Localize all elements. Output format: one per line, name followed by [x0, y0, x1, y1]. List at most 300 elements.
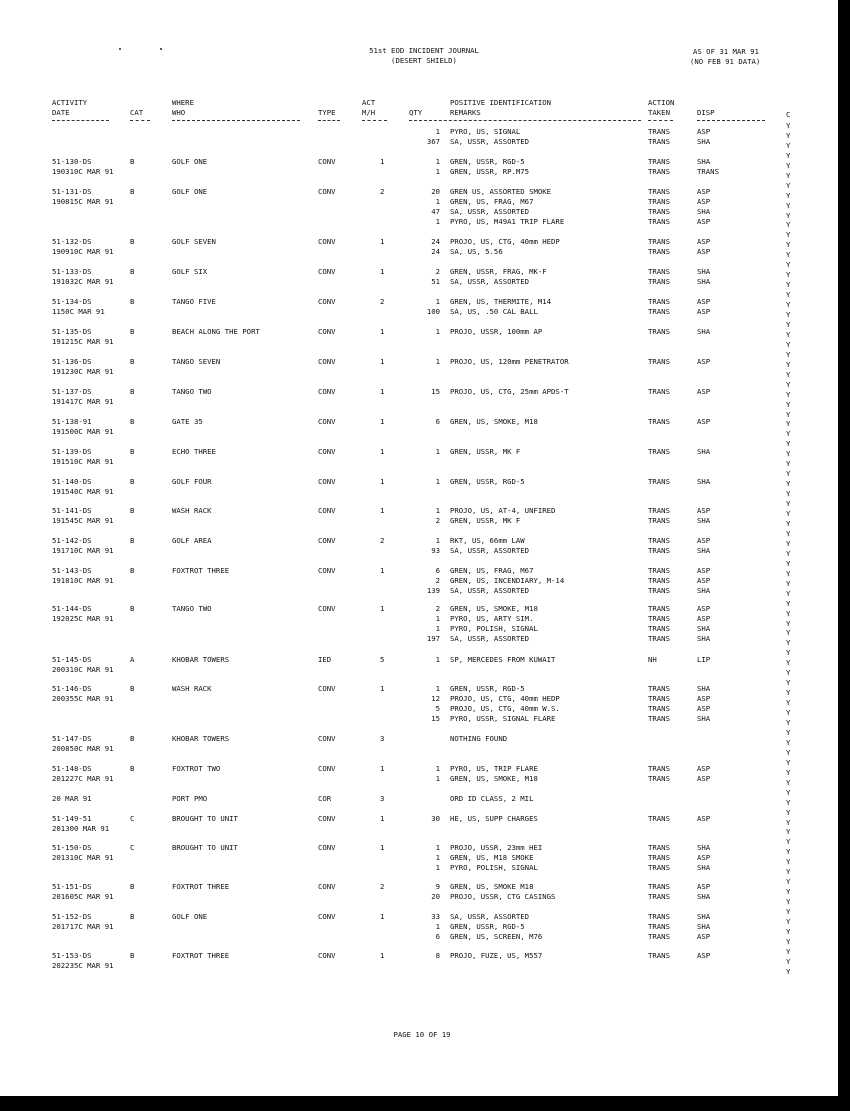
incident-type: CONV	[318, 267, 336, 276]
item-action: NH	[648, 655, 657, 664]
item-action: TRANS	[648, 892, 670, 901]
c-marker: Y	[786, 599, 791, 608]
c-marker: Y	[786, 549, 791, 558]
incident-id: 51-134-DS	[52, 297, 92, 306]
incident-category: A	[130, 655, 135, 664]
item-description: GREN, US, SMOKE, M18	[450, 604, 538, 613]
c-marker: Y	[786, 410, 791, 419]
c-marker: Y	[786, 250, 791, 259]
c-marker: Y	[786, 131, 791, 140]
incident-location: FOXTROT TWO	[172, 764, 221, 773]
item-description: SA, USSR, ASSORTED	[450, 634, 530, 643]
incident-category: B	[130, 157, 135, 166]
header-rule	[362, 120, 387, 121]
incident-category: B	[130, 536, 135, 545]
c-marker: Y	[786, 340, 791, 349]
man-hours: 1	[380, 506, 385, 515]
incident-category: B	[130, 297, 135, 306]
incident-category: B	[130, 237, 135, 246]
incident-id: 51-141-DS	[52, 506, 92, 515]
item-quantity: 1	[435, 684, 440, 693]
item-quantity: 20	[431, 187, 440, 196]
c-marker: Y	[786, 768, 791, 777]
item-action: TRANS	[648, 694, 670, 703]
item-disposition: SHA	[697, 714, 711, 723]
incident-type: CONV	[318, 187, 336, 196]
item-quantity: 12	[431, 694, 440, 703]
item-action: TRANS	[648, 714, 670, 723]
c-marker: Y	[786, 827, 791, 836]
item-disposition: SHA	[697, 863, 711, 872]
incident-type: CONV	[318, 237, 336, 246]
incident-type: CONV	[318, 327, 336, 336]
incident-location: BROUGHT TO UNIT	[172, 814, 238, 823]
item-description: HE, US, SUPP CHARGES	[450, 814, 538, 823]
incident-type: COR	[318, 794, 332, 803]
item-description: GREN, US, INCENDIARY, M-14	[450, 576, 565, 585]
c-marker: Y	[786, 798, 791, 807]
c-marker: Y	[786, 370, 791, 379]
c-marker: Y	[786, 191, 791, 200]
incident-id: 51-138-91	[52, 417, 92, 426]
item-quantity: 1	[435, 327, 440, 336]
item-quantity: 24	[431, 237, 440, 246]
item-disposition: ASP	[697, 576, 711, 585]
item-quantity: 1	[435, 447, 440, 456]
item-disposition: ASP	[697, 247, 711, 256]
item-quantity: 1	[435, 843, 440, 852]
item-quantity: 20	[431, 892, 440, 901]
man-hours: 2	[380, 187, 385, 196]
item-description: GREN, USSR, MK F	[450, 516, 521, 525]
c-marker: Y	[786, 808, 791, 817]
item-action: TRANS	[648, 843, 670, 852]
item-disposition: SHA	[697, 477, 711, 486]
item-disposition: ASP	[697, 187, 711, 196]
c-marker: Y	[786, 499, 791, 508]
item-quantity: 1	[435, 167, 440, 176]
item-description: SA, USSR, ASSORTED	[450, 137, 530, 146]
incident-category: B	[130, 477, 135, 486]
c-marker: Y	[786, 151, 791, 160]
as-of-note: (NO FEB 91 DATA)	[690, 57, 761, 66]
incident-id: 51-142-DS	[52, 536, 92, 545]
item-quantity: 100	[426, 307, 440, 316]
c-marker: Y	[786, 211, 791, 220]
incident-id: 20 MAR 91	[52, 794, 92, 803]
incident-date: 191810C MAR 91	[52, 576, 114, 585]
c-marker: Y	[786, 220, 791, 229]
man-hours: 2	[380, 882, 385, 891]
item-description: PROJO, US, 120mm PENETRATOR	[450, 357, 569, 366]
incident-date: 200355C MAR 91	[52, 694, 114, 703]
incident-category: B	[130, 187, 135, 196]
incident-id: 51-150-DS	[52, 843, 92, 852]
incident-category: B	[130, 387, 135, 396]
item-action: TRANS	[648, 217, 670, 226]
item-action: TRANS	[648, 307, 670, 316]
item-action: TRANS	[648, 536, 670, 545]
incident-id: 51-130-DS	[52, 157, 92, 166]
man-hours: 1	[380, 604, 385, 613]
item-disposition: ASP	[697, 951, 711, 960]
man-hours: 1	[380, 417, 385, 426]
c-marker: Y	[786, 459, 791, 468]
incident-id: 51-136-DS	[52, 357, 92, 366]
man-hours: 1	[380, 157, 385, 166]
man-hours: 1	[380, 357, 385, 366]
item-action: TRANS	[648, 207, 670, 216]
item-description: GREN, USSR, RGD-5	[450, 157, 525, 166]
item-description: GREN, USSR, RGD-5	[450, 477, 525, 486]
item-description: PYRO, USSR, SIGNAL FLARE	[450, 714, 556, 723]
item-description: GREN, US, FRAG, M67	[450, 566, 534, 575]
item-disposition: ASP	[697, 774, 711, 783]
item-quantity: 15	[431, 714, 440, 723]
incident-category: C	[130, 843, 135, 852]
item-action: TRANS	[648, 187, 670, 196]
incident-type: CONV	[318, 357, 336, 366]
incident-type: CONV	[318, 477, 336, 486]
item-description: NOTHING FOUND	[450, 734, 508, 743]
journal-subtitle: (DESERT SHIELD)	[391, 56, 457, 65]
incident-type: CONV	[318, 814, 336, 823]
c-marker: Y	[786, 310, 791, 319]
item-disposition: TRANS	[697, 167, 719, 176]
item-action: TRANS	[648, 604, 670, 613]
man-hours: 1	[380, 447, 385, 456]
c-marker: Y	[786, 201, 791, 210]
item-quantity: 8	[435, 951, 440, 960]
incident-date: 191032C MAR 91	[52, 277, 114, 286]
item-disposition: SHA	[697, 586, 711, 595]
col-who: WHO	[172, 108, 186, 117]
c-marker: Y	[786, 619, 791, 628]
c-marker: Y	[786, 818, 791, 827]
incident-category: B	[130, 506, 135, 515]
c-marker: Y	[786, 658, 791, 667]
c-marker: Y	[786, 758, 791, 767]
incident-type: CONV	[318, 912, 336, 921]
item-action: TRANS	[648, 247, 670, 256]
item-quantity: 24	[431, 247, 440, 256]
item-disposition: SHA	[697, 277, 711, 286]
col-act: ACT	[362, 98, 376, 107]
item-action: TRANS	[648, 566, 670, 575]
item-disposition: SHA	[697, 892, 711, 901]
man-hours: 1	[380, 912, 385, 921]
item-action: TRANS	[648, 546, 670, 555]
item-description: PYRO, POLISH, SIGNAL	[450, 624, 538, 633]
incident-date: 200310C MAR 91	[52, 665, 114, 674]
item-action: TRANS	[648, 417, 670, 426]
incident-location: TANGO TWO	[172, 604, 212, 613]
item-disposition: SHA	[697, 912, 711, 921]
man-hours: 2	[380, 536, 385, 545]
item-disposition: ASP	[697, 882, 711, 891]
incident-id: 51-140-DS	[52, 477, 92, 486]
item-disposition: SHA	[697, 546, 711, 555]
item-action: TRANS	[648, 127, 670, 136]
col-qty: QTY	[409, 108, 423, 117]
c-marker: Y	[786, 469, 791, 478]
item-description: PROJO, US, CTG, 40mm HEDP	[450, 694, 560, 703]
c-marker: Y	[786, 748, 791, 757]
item-disposition: SHA	[697, 137, 711, 146]
item-description: PROJO, USSR, 100mm AP	[450, 327, 543, 336]
incident-location: FOXTROT THREE	[172, 882, 230, 891]
item-quantity: 93	[431, 546, 440, 555]
incident-location: TANGO SEVEN	[172, 357, 221, 366]
incident-location: WASH RACK	[172, 506, 212, 515]
c-marker: Y	[786, 688, 791, 697]
c-marker: Y	[786, 628, 791, 637]
item-description: GREN, US, FRAG, M67	[450, 197, 534, 206]
c-marker: Y	[786, 519, 791, 528]
incident-type: CONV	[318, 734, 336, 743]
item-action: TRANS	[648, 267, 670, 276]
item-disposition: ASP	[697, 357, 711, 366]
item-quantity: 197	[426, 634, 440, 643]
man-hours: 1	[380, 566, 385, 575]
incident-date: 191230C MAR 91	[52, 367, 114, 376]
man-hours: 1	[380, 684, 385, 693]
item-quantity: 2	[435, 516, 440, 525]
c-marker: Y	[786, 141, 791, 150]
item-quantity: 1	[435, 297, 440, 306]
incident-date: 190815C MAR 91	[52, 197, 114, 206]
incident-category: B	[130, 327, 135, 336]
c-marker: Y	[786, 479, 791, 488]
item-description: GREN, USSR, RGD-5	[450, 922, 525, 931]
item-quantity: 367	[426, 137, 440, 146]
c-marker: Y	[786, 877, 791, 886]
c-marker: Y	[786, 240, 791, 249]
item-description: PYRO, US, ARTY SIM.	[450, 614, 534, 623]
incident-id: 51-143-DS	[52, 566, 92, 575]
incident-date: 191215C MAR 91	[52, 337, 114, 346]
header-rule	[172, 120, 300, 121]
incident-type: CONV	[318, 157, 336, 166]
c-marker: Y	[786, 350, 791, 359]
item-disposition: SHA	[697, 684, 711, 693]
c-marker: Y	[786, 171, 791, 180]
item-quantity: 1	[435, 506, 440, 515]
c-marker: Y	[786, 867, 791, 876]
item-description: GREN, US, SMOKE, M18	[450, 774, 538, 783]
item-quantity: 30	[431, 814, 440, 823]
incident-category: B	[130, 764, 135, 773]
man-hours: 1	[380, 764, 385, 773]
man-hours: 5	[380, 655, 385, 664]
incident-id: 51-144-DS	[52, 604, 92, 613]
item-action: TRANS	[648, 912, 670, 921]
item-quantity: 1	[435, 624, 440, 633]
incident-date: 201300 MAR 91	[52, 824, 110, 833]
man-hours: 1	[380, 477, 385, 486]
item-quantity: 1	[435, 774, 440, 783]
incident-location: ECHO THREE	[172, 447, 216, 456]
col-c: C	[786, 110, 791, 119]
incident-type: CONV	[318, 684, 336, 693]
item-description: PROJO, US, CTG, 40mm HEDP	[450, 237, 560, 246]
item-description: GREN, US, SMOKE, M18	[450, 417, 538, 426]
item-disposition: ASP	[697, 604, 711, 613]
c-marker: Y	[786, 320, 791, 329]
incident-location: TANGO TWO	[172, 387, 212, 396]
item-description: SA, US, 5.56	[450, 247, 503, 256]
incident-id: 51-135-DS	[52, 327, 92, 336]
item-description: SA, US, .50 CAL BALL	[450, 307, 538, 316]
item-disposition: SHA	[697, 447, 711, 456]
incident-location: PORT PMO	[172, 794, 208, 803]
c-marker: Y	[786, 738, 791, 747]
item-disposition: ASP	[697, 506, 711, 515]
c-marker: Y	[786, 927, 791, 936]
c-marker: Y	[786, 539, 791, 548]
item-quantity: 139	[426, 586, 440, 595]
item-description: GREN, USSR, FRAG, MK-F	[450, 267, 547, 276]
item-action: TRANS	[648, 197, 670, 206]
incident-type: CONV	[318, 447, 336, 456]
c-marker: Y	[786, 857, 791, 866]
incident-id: 51-137-DS	[52, 387, 92, 396]
item-disposition: ASP	[697, 217, 711, 226]
item-disposition: ASP	[697, 197, 711, 206]
item-description: PROJO, USSR, 23mm HEI	[450, 843, 543, 852]
item-disposition: SHA	[697, 634, 711, 643]
item-action: TRANS	[648, 477, 670, 486]
incident-category: C	[130, 814, 135, 823]
c-marker: Y	[786, 439, 791, 448]
incident-category: B	[130, 951, 135, 960]
item-action: TRANS	[648, 167, 670, 176]
item-description: GREN, US, THERMITE, M14	[450, 297, 552, 306]
item-action: TRANS	[648, 684, 670, 693]
item-action: TRANS	[648, 576, 670, 585]
c-marker: Y	[786, 400, 791, 409]
item-description: PROJO, USSR, CTG CASINGS	[450, 892, 556, 901]
col-action: ACTION	[648, 98, 675, 107]
incident-type: CONV	[318, 882, 336, 891]
item-description: GREN, USSR, MK F	[450, 447, 521, 456]
c-marker: Y	[786, 230, 791, 239]
c-marker: Y	[786, 728, 791, 737]
item-description: SP, MERCEDES FROM KUWAIT	[450, 655, 556, 664]
item-quantity: 1	[435, 863, 440, 872]
item-quantity: 51	[431, 277, 440, 286]
man-hours: 3	[380, 734, 385, 743]
c-marker: Y	[786, 917, 791, 926]
item-quantity: 6	[435, 417, 440, 426]
incident-location: WASH RACK	[172, 684, 212, 693]
man-hours: 2	[380, 297, 385, 306]
incident-id: 51-133-DS	[52, 267, 92, 276]
as-of-date: AS OF 31 MAR 91	[693, 47, 759, 56]
incident-category: B	[130, 882, 135, 891]
item-disposition: ASP	[697, 614, 711, 623]
incident-date: 200850C MAR 91	[52, 744, 114, 753]
item-quantity: 2	[435, 576, 440, 585]
c-marker: Y	[786, 937, 791, 946]
incident-type: CONV	[318, 536, 336, 545]
item-description: GREN, USSR, RGD-5	[450, 684, 525, 693]
c-marker: Y	[786, 698, 791, 707]
item-description: GREN, USSR, RP.M75	[450, 167, 530, 176]
incident-location: BEACH ALONG THE PORT	[172, 327, 260, 336]
item-action: TRANS	[648, 237, 670, 246]
item-action: TRANS	[648, 157, 670, 166]
item-quantity: 1	[435, 477, 440, 486]
item-disposition: ASP	[697, 307, 711, 316]
item-action: TRANS	[648, 863, 670, 872]
item-action: TRANS	[648, 853, 670, 862]
incident-category: B	[130, 267, 135, 276]
c-marker: Y	[786, 907, 791, 916]
item-disposition: SHA	[697, 157, 711, 166]
item-disposition: ASP	[697, 237, 711, 246]
incident-location: GOLF ONE	[172, 157, 208, 166]
c-marker: Y	[786, 957, 791, 966]
c-marker: Y	[786, 788, 791, 797]
man-hours: 1	[380, 267, 385, 276]
item-action: TRANS	[648, 516, 670, 525]
incident-location: FOXTROT THREE	[172, 951, 230, 960]
incident-date: 190910C MAR 91	[52, 247, 114, 256]
incident-id: 51-149-51	[52, 814, 92, 823]
incident-id: 51-153-DS	[52, 951, 92, 960]
item-action: TRANS	[648, 357, 670, 366]
c-marker: Y	[786, 609, 791, 618]
item-quantity: 2	[435, 604, 440, 613]
c-marker: Y	[786, 668, 791, 677]
item-quantity: 15	[431, 387, 440, 396]
incident-location: KHOBAR TOWERS	[172, 655, 230, 664]
header-rule	[52, 120, 109, 121]
man-hours: 1	[380, 327, 385, 336]
incident-category: B	[130, 734, 135, 743]
item-disposition: ASP	[697, 764, 711, 773]
c-marker: Y	[786, 390, 791, 399]
item-description: PYRO, POLISH, SIGNAL	[450, 863, 538, 872]
item-quantity: 1	[435, 922, 440, 931]
incident-date: 191417C MAR 91	[52, 397, 114, 406]
c-marker: Y	[786, 887, 791, 896]
incident-date: 190310C MAR 91	[52, 167, 114, 176]
incident-id: 51-145-DS	[52, 655, 92, 664]
c-marker: Y	[786, 967, 791, 976]
item-action: TRANS	[648, 586, 670, 595]
incident-category: B	[130, 447, 135, 456]
item-quantity: 1	[435, 614, 440, 623]
col-remarks: REMARKS	[450, 108, 481, 117]
c-marker: Y	[786, 121, 791, 130]
c-marker: Y	[786, 161, 791, 170]
incident-date: 191540C MAR 91	[52, 487, 114, 496]
incident-category: B	[130, 417, 135, 426]
incident-date: 191710C MAR 91	[52, 546, 114, 555]
item-disposition: SHA	[697, 516, 711, 525]
incident-type: CONV	[318, 764, 336, 773]
incident-type: CONV	[318, 297, 336, 306]
item-quantity: 1	[435, 217, 440, 226]
col-cat: CAT	[130, 108, 144, 117]
item-quantity: 1	[435, 197, 440, 206]
item-disposition: ASP	[697, 694, 711, 703]
man-hours: 1	[380, 843, 385, 852]
man-hours: 1	[380, 237, 385, 246]
incident-location: GOLF ONE	[172, 912, 208, 921]
